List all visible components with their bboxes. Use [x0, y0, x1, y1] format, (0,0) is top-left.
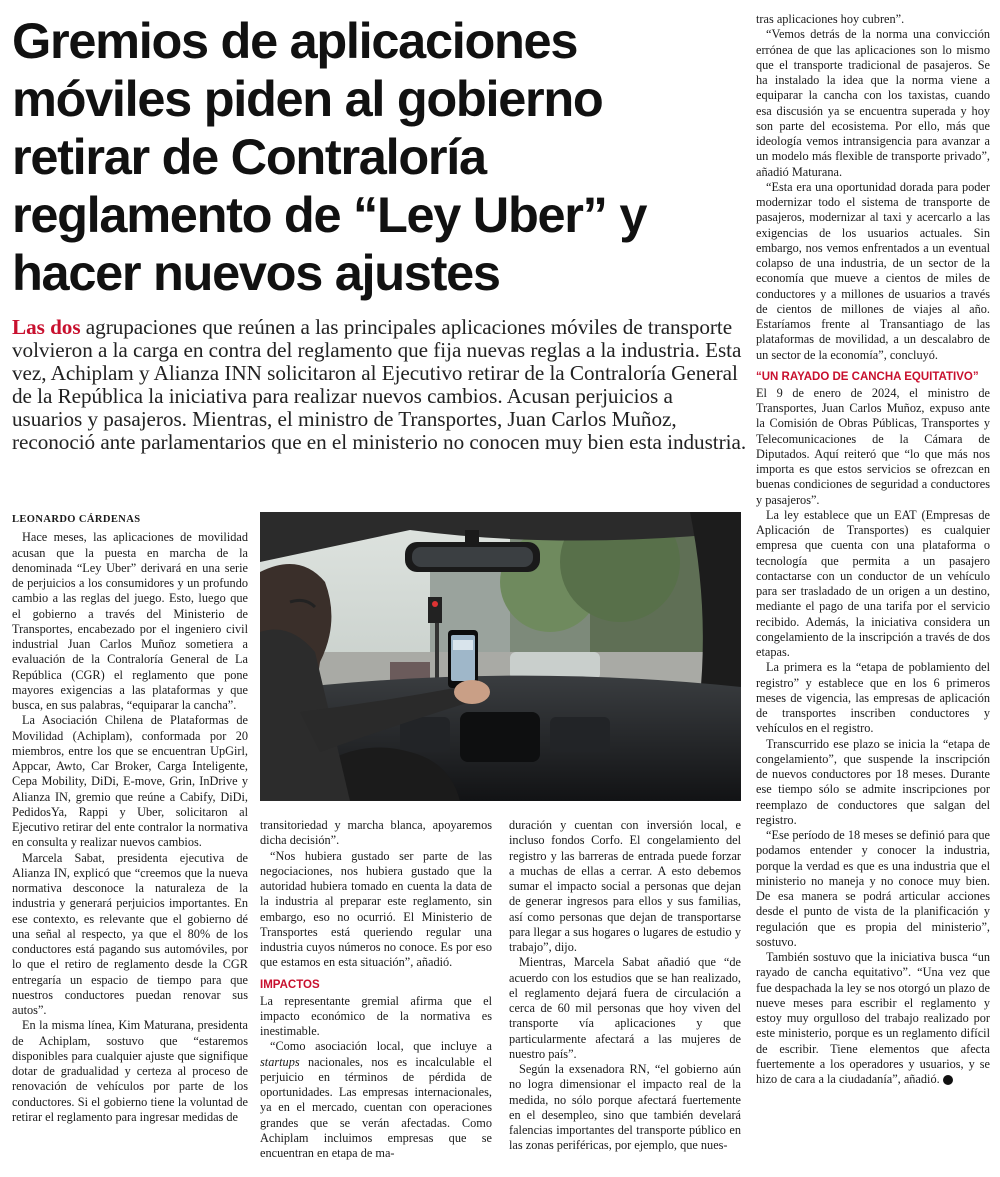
col3-paragraph: Mientras, Marcela Sabat añadió que “de acuerdo con los estudios que se han realizado, el reglamento dejará fuera de circulación a cerca de 60 mil personas que hoy viven del transporte vía aplicaciones y que particularmente afectará a las mujeres de nuestro país”. [509, 955, 741, 1061]
byline: LEONARDO CÁRDENAS [12, 514, 141, 525]
col2-quote-emphasis: startups [260, 1054, 300, 1069]
end-of-article-icon: P [943, 1075, 953, 1085]
col1-paragraph: En la misma línea, Kim Maturana, presidenta de Achiplam, sostuvo que “estaremos disponibles para cualquier ajuste que signifique dotar de gradualidad y certeza al proceso de renovación de vehículos por parte de los conductores. Si el gobierno tiene la voluntad de retirar el reglamento para ingresar medidas de [12, 1018, 248, 1124]
headline: Gremios de aplicaciones móviles piden al gobierno retirar de Contraloría reglamento de “Ley Uber” y hacer nuevos ajustes [12, 12, 647, 301]
subhead-impactos: IMPACTOS [260, 978, 320, 991]
col1-paragraph: Hace meses, las aplicaciones de movilidad acusan que la puesta en marcha de la denominada “Ley Uber” derivará en una serie de perjuicios a los consumidores y un profundo cambio a las reglas del juego. Esto, luego que el gobierno a través del Ministerio de Transportes, encabezado por el ingeniero civil industrial Juan Carlos Muñoz sometiera a evaluación de la Contraloría General de La República (CGR) el reglamento que pone mayores exigencias a las plataformas y que busca, en sus palabras, “equiparar la cancha”. [12, 530, 248, 712]
col1-paragraph: Marcela Sabat, presidenta ejecutiva de Alianza IN, explicó que “creemos que la nueva normativa desconoce la naturaleza de la industria y generará perjuicios importantes. En ese contexto, es relevante que el gobierno dé una señal al respecto, ya que el 80% de los conductores está pagando sus automóviles, por lo que el retiro de reglamento desde la CGR entregaría un espacio de tiempo para que nuestros conductores puedan renovar sus autos”. [12, 850, 248, 1017]
column-1 [12, 512, 248, 1125]
col4-paragraph: El 9 de enero de 2024, el ministro de Transportes, Juan Carlos Muñoz, expuso ante la Comisión de Obras Públicas, Transportes y Telecomunicaciones de la Cámara de Diputados. Aquí reiteró que “lo que más nos importa es que estos servicios se ofrezcan en buenas condiciones de seguridad a conductores y pasajeros”. [756, 385, 990, 507]
col4-paragraph: tras aplicaciones hoy cubren”. [756, 12, 905, 26]
column-2 [260, 818, 492, 1161]
col2-paragraph [260, 1039, 492, 1161]
col2-paragraph: La representante gremial afirma que el impacto económico de la normativa es inestimable. [260, 993, 492, 1038]
article-photo-driver-using-phone-app [260, 512, 741, 801]
col4-paragraph: Transcurrido ese plazo se inicia la “etapa de congelamiento”, que suspende la inscripción de nuevos conductores por 18 meses. Durante ese tiempo sólo se admite inscripciones por reemplazo de conductores que salgan del registro. [756, 736, 990, 827]
col2-paragraph: transitoriedad y marcha blanca, apoyaremos dicha decisión”. [260, 818, 492, 848]
col4-paragraph: “Esta era una oportunidad dorada para poder modernizar todo el sistema de transporte de pasajeros, modernizar al taxi y acercarlo a las exigencias de los usuarios actuales. Sin embargo, nos vemos enfrentados a un eventual colapso de una industria, de un sector de la economía que mueve a cientos de miles de conductores y a millones de usuarios a través de cientos de millones de viajes al año. Estaríamos frente al Transantiago de las plataformas de movilidad, a un descalabro de un sector de la economía”, concluyó. [756, 179, 990, 362]
column-4 [756, 12, 990, 1087]
col2-paragraph: “Nos hubiera gustado ser parte de las negociaciones, nos hubiera gustado que la autoridad hubiera tomado en cuenta la data de la industria al preparar este reglamento, sin embargo, eso no ocurrió. El Ministerio de Transportes está queriendo regular una industria cuyos números no conoce. Es por eso que estamos en esta situación”, añadió. [260, 848, 492, 970]
col3-paragraph: Según la exsenadora RN, “el gobierno aún no logra dimensionar el impacto real de la medida, no sólo porque afectará fuertemente en el desempleo, sino que también develará falencias importantes del transporte público en las zonas periféricas, por ejemplo, que nues- [509, 1062, 741, 1153]
lead-kicker: Las dos [12, 315, 81, 339]
column-3 [509, 818, 741, 1154]
subhead-rayado-de-cancha: “UN RAYADO DE CANCHA EQUITATIVO” [756, 370, 979, 383]
col1-paragraph: La Asociación Chilena de Plataformas de Movilidad (Achiplam), conformada por 20 miembros, entre los que se encuentran UpGirl, Appcar, Awto, Car Broker, Carga Inteligente, Cepa Mobility, DiDi, E-move, Grin, InDrive y Alianza IN, gremio que reúne a Cabify, DiDi, PedidosYa, Rappi y Uber, solicitaron al Ejecutivo retirar del ente contralor la normativa en consulta y realizar nuevos cambios. [12, 713, 248, 850]
col4-paragraph: La ley establece que un EAT (Empresas de Aplicación de Transportes) es cualquier empresa que cuenta con una plataforma o tecnología que permita a un pasajero contactarse con un conductor de un vehículo para ser trasladado de un origen a un destino, mediante el pago de una tarifa por el servicio recibido. Además, la iniciativa considera un congelamiento de la inscripción a través de dos etapas. [756, 507, 990, 659]
col4-final-text: También sostuvo que la iniciativa busca “un rayado de cancha equitativo”. “Una vez que fue despachada la ley se nos otorgó un plazo de nueve meses para escribir el reglamento y estoy muy orgulloso del trabajo realizado por este ministerio, porque es un reglamento difícil de escribir. Tiene elementos que afecta fuertemente a los operadores y usuarios, y se hizo de cara a la ciudadanía”, añadió. [756, 950, 990, 1086]
col4-paragraph: La primera es la “etapa de poblamiento del registro” y establece que en los 6 primeros meses de vigencia, las empresas de aplicación de transportes inscriben conductores y vehículos en el registro. [756, 660, 990, 736]
col2-quote-start: “Como asociación local, que incluye a [270, 1039, 492, 1054]
col4-paragraph: “Ese período de 18 meses se definió para que podamos entender y conocer la industria, porque la verdad es que es una industria que el ministerio no maneja y no conoce muy bien. De esa manera se podrá articular acciones desde el punto de vista de la planificación y regulación que es propia del ministerio”, sostuvo. [756, 828, 990, 949]
col4-paragraph: “Vemos detrás de la norma una convicción errónea de que las aplicaciones son lo mismo que el transporte tradicional de pasajeros. Se ha instalado la idea que la norma viene a equiparar la cancha con los taxistas, cuando esa discusión ya se encuentra superada y hoy son parte del ecosistema. Por ello, más que ideología vemos intransigencia para avanzar a un modelo más flexible de transporte privado”, añadió Maturana. [756, 27, 990, 179]
col3-paragraph: duración y cuentan con inversión local, e incluso fondos Corfo. El congelamiento del registro y las barreras de entrada puede forzar a muchas de ellas a cerrar. A esto debemos sumar el impacto social a personas que dejan de generar ingresos para ellos y sus familias, así como personas que dejan de transportarse para llegar a sus hogares o lugares de estudio y trabajo”, dijo. [509, 818, 741, 954]
col4-paragraph [756, 950, 990, 1087]
col2-quote-rest: nacionales, nos es incalculable el perjuicio en términos de pérdida de oportunidades. Las empresas internacionales, ya en el mercado, cuentan con operaciones grandes que se verán afectadas. Como Achiplam incluimos empresas que se encuentran en etapa de ma- [260, 1054, 492, 1160]
lead-text: agrupaciones que reúnen a las principales aplicaciones móviles de transporte volvieron a la carga en contra del reglamento que fija nuevas reglas a la industria. Esta vez, Achiplam y Alianza INN solicitaron al Ejecutivo retirar de la Contraloría General de la República la iniciativa para realizar nuevos cambios. Acusan perjuicios a usuarios y pasajeros. Mientras, el ministro de Transportes, Juan Carlos Muñoz, reconoció ante parlamentarios que en el ministerio no conocen muy bien esta industria. [12, 315, 747, 454]
photo-illustration [260, 512, 741, 801]
lead-paragraph [12, 316, 747, 454]
